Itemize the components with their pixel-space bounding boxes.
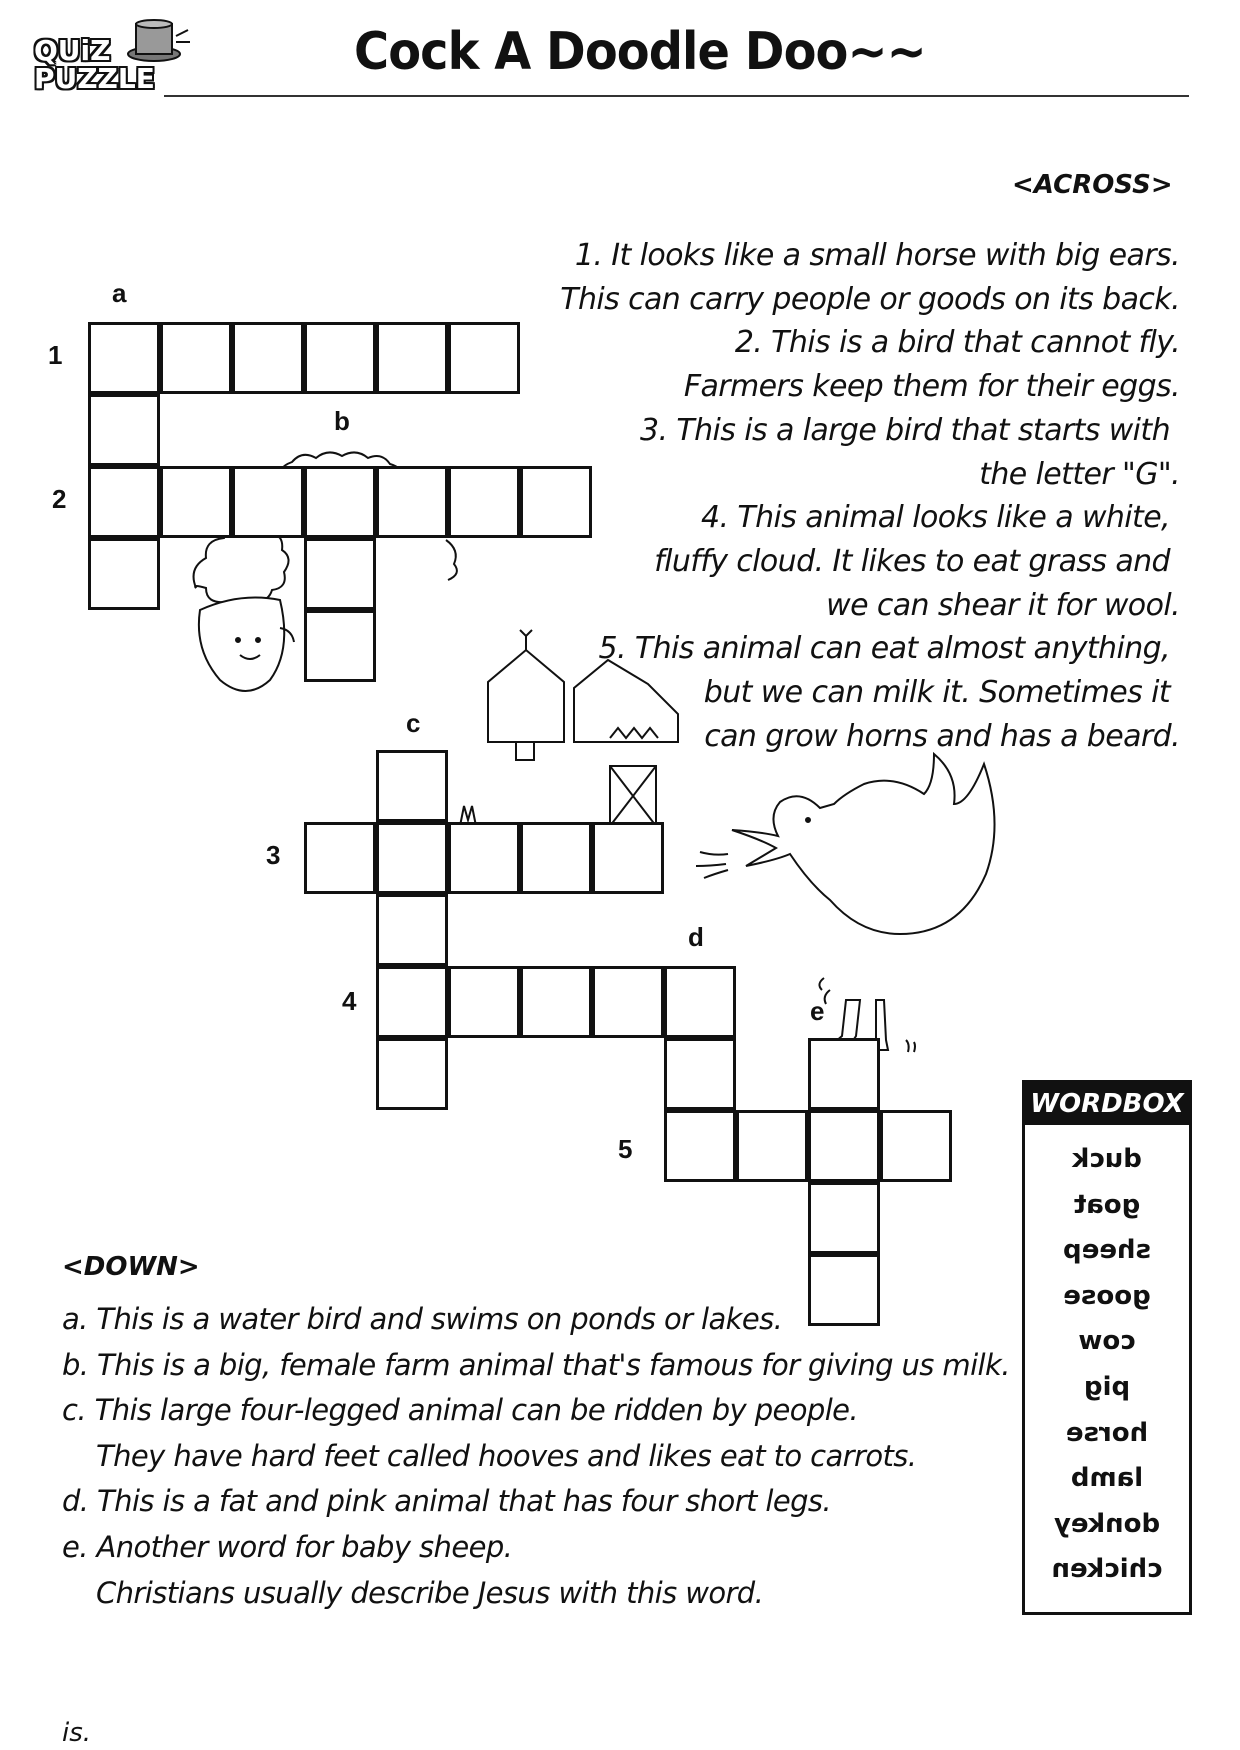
across-clue-line: Farmers keep them for their eggs. (683, 369, 1180, 405)
down-clue-line: d. This is a fat and pink animal that has four short legs. (62, 1484, 832, 1519)
down-heading: <DOWN> (62, 1252, 200, 1282)
clue-label-c: c (406, 708, 421, 738)
crossword-cell[interactable] (304, 466, 376, 538)
clue-label-a: a (112, 278, 127, 308)
crossword-cell[interactable] (376, 966, 448, 1038)
crossword-cell[interactable] (808, 1110, 880, 1182)
wordbox-word: goat (1073, 1189, 1141, 1220)
across-clue-line: 2. This is a bird that cannot fly. (734, 325, 1180, 361)
down-clue-line: c. This large four-legged animal can be ridden by people. (62, 1393, 859, 1428)
clue-label-e: e (810, 996, 825, 1026)
wordbox-word: goose (1063, 1280, 1151, 1311)
across-clue-line: 5. This animal can eat almost anything, (598, 631, 1170, 667)
crossword-cell[interactable] (520, 966, 592, 1038)
wordbox-word: donkey (1053, 1508, 1161, 1539)
down-clue-line: Christians usually describe Jesus with this word. (96, 1575, 764, 1610)
crossword-cell[interactable] (880, 1110, 952, 1182)
crossword-cell[interactable] (376, 750, 448, 822)
down-clue-line: b. This is a big, female farm animal that's famous for giving us milk. (62, 1347, 1010, 1382)
crossword-cell[interactable] (160, 466, 232, 538)
crossword-cell[interactable] (808, 1182, 880, 1254)
wordbox-word: sheep (1063, 1235, 1151, 1266)
wordbox-word: pig (1083, 1371, 1131, 1402)
crossword-cell[interactable] (304, 538, 376, 610)
crossword-cell[interactable] (664, 1110, 736, 1182)
wordbox-word: lamb (1070, 1463, 1144, 1494)
crossword-cell[interactable] (448, 466, 520, 538)
crossword-cell[interactable] (376, 466, 448, 538)
crossword-cell[interactable] (376, 322, 448, 394)
clue-number-5: 5 (618, 1134, 633, 1164)
rooster-icon (696, 754, 995, 1052)
crossword-cell[interactable] (304, 322, 376, 394)
crossword-cell[interactable] (88, 322, 160, 394)
crossword-cell[interactable] (232, 322, 304, 394)
crossword-cell[interactable] (376, 894, 448, 966)
crossword-cell[interactable] (376, 822, 448, 894)
across-clue-line: but we can milk it. Sometimes it (703, 675, 1170, 711)
crossword-cell[interactable] (88, 394, 160, 466)
crossword-cell[interactable] (304, 822, 376, 894)
crossword-cell[interactable] (592, 822, 664, 894)
crossword-cell[interactable] (88, 538, 160, 610)
crossword-cell[interactable] (736, 1110, 808, 1182)
wordbox-word: cow (1078, 1326, 1136, 1357)
down-clue-line: e. Another word for baby sheep. (62, 1529, 513, 1564)
across-heading: <ACROSS> (1012, 170, 1173, 200)
crossword-cell[interactable] (520, 466, 592, 538)
clue-number-4: 4 (342, 986, 357, 1016)
down-clue-line: a. This is a water bird and swims on ponds or lakes. (62, 1302, 783, 1336)
crossword-cell[interactable] (592, 966, 664, 1038)
across-clue-line: fluffy cloud. It likes to eat grass and (654, 543, 1170, 579)
across-clue-line: This can carry people or goods on its back. (560, 281, 1180, 317)
page-title: Cock A Doodle Doo~~ (354, 22, 926, 82)
wordbox-title: WORDBOX (1025, 1083, 1189, 1125)
crossword-cell[interactable] (520, 822, 592, 894)
across-clue-line: we can shear it for wool. (826, 587, 1180, 623)
down-clues (62, 1297, 1010, 1616)
wordbox-word: horse (1065, 1417, 1149, 1448)
across-clue-line: 3. This is a large bird that starts with (640, 412, 1170, 448)
crossword-cell[interactable] (664, 966, 736, 1038)
wordbox-word: duck (1072, 1144, 1142, 1174)
crossword-cell[interactable] (448, 822, 520, 894)
clue-number-2: 2 (52, 484, 67, 514)
logo-word-quiz: QUiZ (34, 34, 111, 67)
across-clue-line: 4. This animal looks like a white, (701, 500, 1170, 536)
crossword-cell[interactable] (160, 322, 232, 394)
crossword-cell[interactable] (808, 1038, 880, 1110)
barn-icon (460, 630, 678, 826)
crossword-cell[interactable] (448, 322, 520, 394)
across-clue-line: the letter "G". (979, 456, 1180, 492)
across-clue-line: 1. It looks like a small horse with big ears. (574, 238, 1180, 273)
clue-label-b: b (334, 406, 350, 436)
crossword-cell[interactable] (88, 466, 160, 538)
clue-number-1: 1 (48, 340, 63, 370)
down-clue-line: They have hard feet called hooves and likes eat to carrots. (96, 1438, 917, 1473)
clue-label-d: d (688, 922, 704, 952)
wordbox-word: chicken (1051, 1554, 1163, 1585)
crossword-cell[interactable] (664, 1038, 736, 1110)
wordbox (1022, 1080, 1192, 1615)
crossword-cell[interactable] (448, 966, 520, 1038)
crossword-cell[interactable] (376, 1038, 448, 1110)
wordbox-list (1025, 1125, 1189, 1593)
clue-number-3: 3 (266, 840, 281, 870)
crossword-cell[interactable] (304, 610, 376, 682)
logo-word-puzzle: PUZZLE (34, 62, 155, 95)
across-clue-line: can grow horns and has a beard. (704, 718, 1180, 754)
crossword-cell[interactable] (232, 466, 304, 538)
footer-text: is. (62, 1718, 92, 1748)
